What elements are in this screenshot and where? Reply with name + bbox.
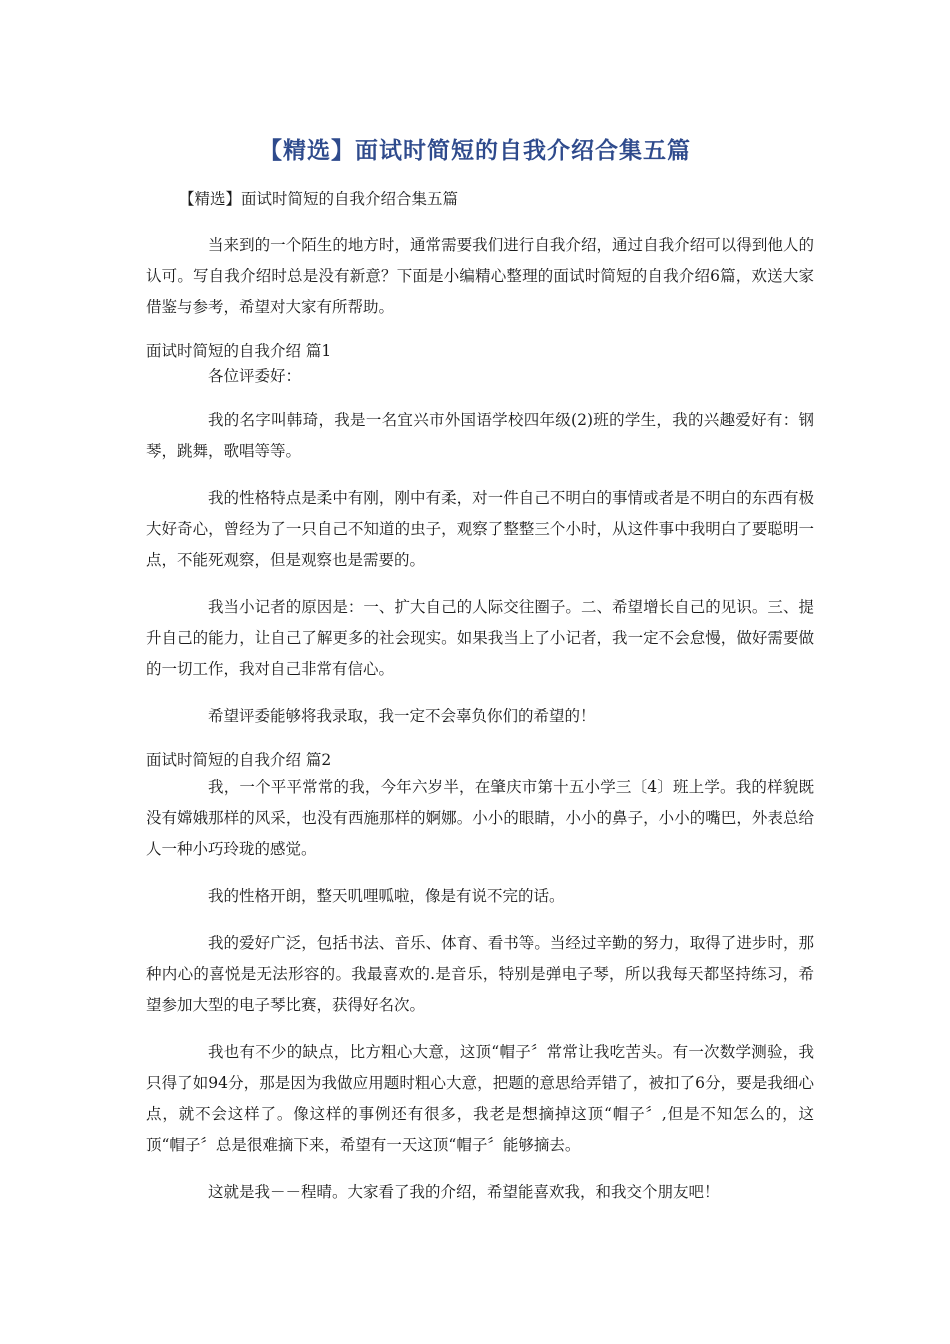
intro-paragraph: 当来到的一个陌生的地方时，通常需要我们进行自我介绍，通过自我介绍可以得到他人的认可。写自我介绍时总是没有新意？下面是小编精心整理的面试时简短的自我介绍6篇，欢送大家借鉴与参考，希望对大家有所帮助。: [146, 236, 814, 316]
section1-paragraph-3: 我当小记者的原因是：一、扩大自己的人际交往圈子。二、希望增长自己的见识。三、提升自己的能力，让自己了解更多的社会现实。如果我当上了小记者，我一定不会怠慢，做好需要做的一切工作，我对自己非常有信心。: [146, 598, 814, 678]
section2-paragraph-1: 我，一个平平常常的我，今年六岁半，在肇庆市第十五小学三〔4〕班上学。我的样貌既没有嫦娥那样的风采，也没有西施那样的婀娜。小小的眼睛，小小的鼻子，小小的嘴巴，外表总给人一种小巧玲珑的感觉。: [146, 778, 814, 858]
section2-paragraph-3: 我的爱好广泛，包括书法、音乐、体育、看书等。当经过辛勤的努力，取得了进步时，那种内心的喜悦是无法形容的。我最喜欢的.是音乐，特别是弹电子琴，所以我每天都坚持练习，希望参加大型的电子琴比赛，获得好名次。: [146, 934, 814, 1014]
section2-paragraph-4: 我也有不少的缺点，比方粗心大意，这顶“帽子〞常常让我吃苦头。有一次数学测验，我只得了如94分，那是因为我做应用题时粗心大意，把题的意思给弄错了，被扣了6分，要是我细心点，就不会这样了。像这样的事例还有很多，我老是想摘掉这顶“帽子〞,但是不知怎么的，这顶“帽子〞总是很难摘下来，希望有一天这顶“帽子〞能够摘去。: [146, 1043, 814, 1154]
document-title: 【精选】面试时简短的自我介绍合集五篇: [259, 138, 691, 164]
document-subtitle: 【精选】面试时简短的自我介绍合集五篇: [179, 190, 459, 208]
section2-paragraph-2: 我的性格开朗，整天叽哩呱啦，像是有说不完的话。: [208, 887, 565, 905]
section1-paragraph-4: 希望评委能够将我录取，我一定不会辜负你们的希望的！: [208, 707, 596, 725]
section2-paragraph-5: 这就是我－－程晴。大家看了我的介绍，希望能喜欢我，和我交个朋友吧！: [208, 1183, 720, 1201]
section-heading-2: 面试时简短的自我介绍 篇2: [146, 751, 332, 769]
section-heading-1: 面试时简短的自我介绍 篇1: [146, 342, 332, 360]
greeting: 各位评委好：: [208, 367, 302, 385]
section1-paragraph-1: 我的名字叫韩琦，我是一名宜兴市外国语学校四年级(2)班的学生，我的兴趣爱好有：钢琴，跳舞，歌唱等等。: [146, 411, 814, 460]
section1-paragraph-2: 我的性格特点是柔中有刚，刚中有柔，对一件自己不明白的事情或者是不明白的东西有极大好奇心，曾经为了一只自己不知道的虫子，观察了整整三个小时，从这件事中我明白了要聪明一点，不能死观察，但是观察也是需要的。: [146, 489, 814, 569]
document-body: [146, 230, 814, 1224]
